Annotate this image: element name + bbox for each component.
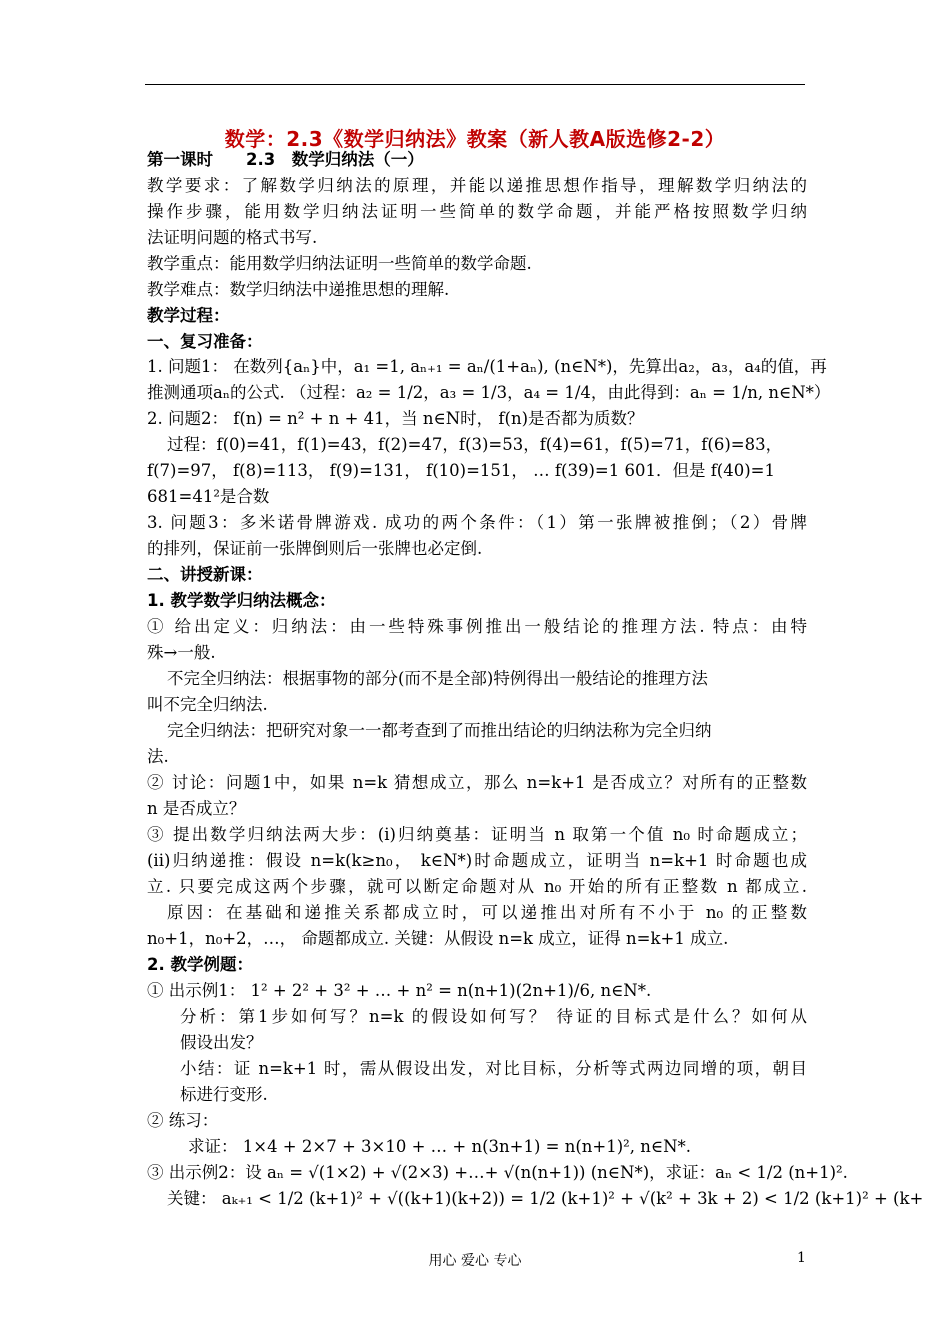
text-line: 不完全归纳法：根据事物的部分(而不是全部)特例得出一般结论的推理方法	[167, 669, 708, 688]
text-line: 标进行变形.	[180, 1085, 268, 1104]
document-title: 数学：2.3《数学归纳法》教案（新人教A版选修2-2）	[224, 127, 726, 151]
text-line: 教学重点：能用数学归纳法证明一些简单的数学命题.	[147, 254, 532, 273]
text-line: 小结：证 n=k+1 时，需从假设出发，对比目标，分析等式两边同增的项，朝目	[180, 1059, 807, 1078]
text-line: 的排列，保证前一张牌倒则后一张牌也必定倒.	[147, 539, 483, 558]
header-rule	[145, 84, 805, 85]
example-2-line: ③ 出示例2：设 aₙ = √(1×2) + √(2×3) +…+ √(n(n+1)) (n∈N*)，求证：aₙ < 1/2 (n+1)².	[147, 1163, 848, 1182]
page-footer: 用心 爱心 专心	[428, 1253, 522, 1269]
key-step-line: 关键： aₖ₊₁ < 1/2 (k+1)² + √((k+1)(k+2)) = 1/2 (k+1)² + √(k² + 3k + 2) < 1/2 (k+1)² + (k+	[167, 1189, 924, 1208]
text-line: 原因：在基础和递推关系都成立时，可以递推出对所有不小于 n₀ 的正整数	[167, 903, 807, 922]
text-line: 推测通项aₙ的公式. （过程：a₂ = 1/2，a₃ = 1/3，a₄ = 1/4，由此得到：aₙ = 1/n, n∈N*）	[147, 383, 831, 402]
text-line: 教学要求：了解数学归纳法的原理，并能以递推思想作指导，理解数学归纳法的	[147, 176, 807, 195]
text-line: (ii)归纳递推：假设 n=k(k≥n₀， k∈N*)时命题成立，证明当 n=k+1 时命题也成	[147, 851, 807, 870]
text-line: 假设出发？	[180, 1033, 263, 1052]
lesson-heading: 第一课时 2.3 数学归纳法（一）	[147, 150, 424, 169]
text-line: 叫不完全归纳法.	[147, 695, 268, 714]
exercise-line: 求证： 1×4 + 2×7 + 3×10 + … + n(3n+1) = n(n+1)², n∈N*.	[188, 1137, 692, 1156]
text-line: 立. 只要完成这两个步骤，就可以断定命题对从 n₀ 开始的所有正整数 n 都成立.	[147, 877, 807, 896]
text-line: 过程：f(0)=41，f(1)=43，f(2)=47，f(3)=53，f(4)=61，f(5)=71，f(6)=83，	[167, 435, 783, 454]
text-line: 殊→一般.	[147, 643, 216, 662]
text-line: 3. 问题3：多米诺骨牌游戏. 成功的两个条件：（1）第一张牌被推倒；（2）骨牌	[147, 513, 807, 532]
text-line: 分析：第1步如何写？n=k 的假设如何写？ 待证的目标式是什么？如何从	[180, 1007, 807, 1026]
text-line: 1. 问题1： 在数列{aₙ}中，a₁ =1, aₙ₊₁ = aₙ/(1+aₙ), (n∈N*)，先算出a₂，a₃，a₄的值，再	[147, 357, 827, 376]
text-line: 完全归纳法：把研究对象一一都考查到了而推出结论的归纳法称为完全归纳	[167, 721, 712, 740]
example-1-line: ① 出示例1： 1² + 2² + 3² + … + n² = n(n+1)(2n+1)/6, n∈N*.	[147, 981, 652, 1000]
page-number: 1	[797, 1250, 806, 1266]
section-heading: 一、复习准备：	[147, 332, 263, 351]
section-heading: 教学过程：	[147, 306, 230, 325]
text-line: 法.	[147, 747, 169, 766]
text-line: n₀+1，n₀+2，…， 命题都成立. 关键：从假设 n=k 成立，证得 n=k+1 成立.	[147, 929, 729, 948]
text-line: ② 练习：	[147, 1111, 219, 1130]
text-line: 法证明问题的格式书写.	[147, 228, 318, 247]
text-line: 681=41²是合数	[147, 487, 270, 506]
text-line: n 是否成立？	[147, 799, 246, 818]
text-line: ② 讨论：问题1中，如果 n=k 猜想成立，那么 n=k+1 是否成立？对所有的正整数	[147, 773, 807, 792]
section-heading: 1. 教学数学归纳法概念：	[147, 591, 336, 610]
section-heading: 二、讲授新课：	[147, 565, 263, 584]
text-line: ③ 提出数学归纳法两大步：(i)归纳奠基：证明当 n 取第一个值 n₀ 时命题成立；	[147, 825, 807, 844]
text-line: 操作步骤，能用数学归纳法证明一些简单的数学命题，并能严格按照数学归纳	[147, 202, 807, 221]
section-heading: 2. 教学例题：	[147, 955, 253, 974]
text-line: f(7)=97， f(8)=113， f(9)=131， f(10)=151， … f(39)=1 601．但是 f(40)=1	[147, 461, 775, 480]
text-line: ① 给出定义：归纳法：由一些特殊事例推出一般结论的推理方法. 特点：由特	[147, 617, 807, 636]
text-line: 教学难点：数学归纳法中递推思想的理解.	[147, 280, 450, 299]
text-line: 2. 问题2： f(n) = n² + n + 41，当 n∈N时， f(n)是否都为质数？	[147, 409, 644, 428]
